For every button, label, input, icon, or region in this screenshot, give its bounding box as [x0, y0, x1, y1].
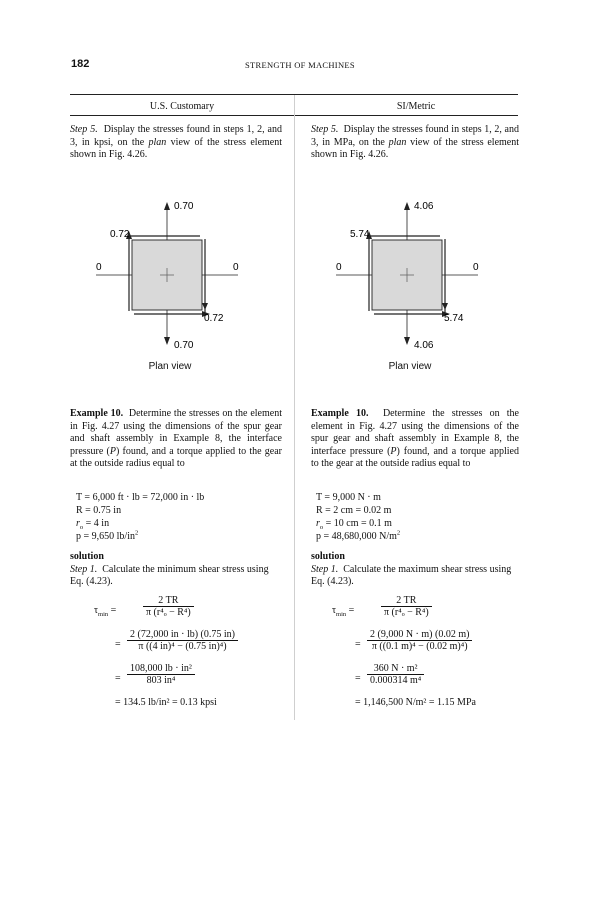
right-eq1: $\frac{2 TR}{\text{π (r⁴ₒ − R⁴)}}$: [381, 595, 432, 618]
page-number: 182: [71, 58, 90, 70]
left-figure-caption: Plan view: [148, 361, 192, 372]
right-eq3-equals: =: [355, 673, 361, 684]
step-label: Step 5.: [70, 124, 98, 135]
given-R: R = 2 cm = 0.02 m: [316, 505, 392, 516]
plan-word: plan: [388, 136, 407, 148]
column-divider: [294, 95, 295, 720]
top-arrowhead: [404, 202, 410, 210]
left-eq3: $\frac{\text{108,000 lb · in²}}{\text{803 in⁴}}$: [127, 663, 195, 686]
example-text-a: Determine the stresses on the element in Fig. 4.27 using the dimensions of the spur gear and shaft assembly in Example 8, the interface pressure (: [311, 408, 519, 457]
example-label: Example 10.: [311, 408, 369, 419]
solution-label: solution: [311, 551, 345, 562]
left-eq2-equals: =: [115, 639, 121, 650]
right-eq-tau-label: $\tau_{min}$ =: [332, 605, 355, 618]
step1-text: Calculate the maximum shear stress using Eq. (4.23).: [311, 563, 512, 588]
left-eq3-equals: =: [115, 673, 121, 684]
top-stress-label: 0.70: [174, 201, 194, 212]
given-R: R = 0.75 in: [76, 505, 122, 516]
right-step5-paragraph: [311, 124, 519, 162]
right-eq2: $\frac{2 (9,000 N \cdot m) (0.02 m)}{\text{π ((0.1 m)⁴ − (0.02 m)⁴)}}$: [367, 629, 472, 652]
right-eq4: = 1,146,500 N/m² = 1.15 MPa: [355, 697, 476, 708]
top-arrowhead: [164, 202, 170, 210]
column-heading-right: SI/Metric: [396, 101, 436, 112]
solution-label: solution: [70, 551, 104, 562]
given-T: T = 6,000 ft · lb = 72,000 in · lb: [76, 492, 205, 503]
right-eq2-equals: =: [355, 639, 361, 650]
right-stress-label: 0: [473, 262, 479, 273]
example-label: Example 10.: [70, 408, 124, 419]
step5-text-b: view of the stress element shown in Fig. 4.26.: [311, 136, 520, 161]
left-given-values: [76, 491, 204, 543]
left-example-paragraph: [70, 408, 282, 471]
left-eq2: $\frac{2 (72,000 in \cdot lb) (0.75 in)}{\text{π ((4 in)⁴ − (0.75 in)⁴)}}$: [127, 629, 238, 652]
left-stress-label: 0: [336, 262, 342, 273]
bottom-stress-label: 0.70: [174, 340, 194, 351]
given-ro: $r_o = 4$ in: [76, 518, 110, 531]
example-P: P: [109, 445, 116, 457]
step1-label: Step 1.: [70, 563, 98, 575]
shear-arrowhead-r: [442, 303, 448, 310]
right-figure-caption: Plan view: [388, 361, 432, 372]
upper-left-shear-label: 5.74: [350, 229, 370, 240]
running-title: STRENGTH OF MACHINES: [245, 60, 355, 70]
plan-word: plan: [148, 136, 167, 148]
step5-text-b: view of the stress element shown in Fig. 4.26.: [70, 136, 283, 161]
lower-right-shear-label: 5.74: [444, 313, 464, 324]
given-T: T = 9,000 N · m: [316, 492, 381, 503]
left-stress-label: 0: [96, 262, 102, 273]
example-text-b: ) found, and a torque applied to the gear at the outside radius equal to: [70, 445, 282, 470]
given-p: p = 48,680,000 $N/m^2$: [316, 529, 401, 542]
given-p: p = 9,650 $lb/in^2$: [76, 529, 139, 542]
right-stress-element-figure: [322, 195, 532, 375]
bottom-arrowhead: [164, 337, 170, 345]
right-given-values: [316, 491, 400, 543]
upper-left-shear-label: 0.72: [110, 229, 130, 240]
step5-text-a: Display the stresses found in steps 1, 2, and 3, in kpsi, on the: [70, 124, 282, 148]
right-solution-block: [311, 551, 519, 589]
shear-arrowhead-r: [202, 303, 208, 310]
right-example-paragraph: [311, 408, 519, 471]
top-stress-label: 4.06: [414, 201, 434, 212]
step-label: Step 5.: [311, 124, 339, 135]
given-ro: $r_o = 10$ cm = 0.1 m: [316, 518, 392, 531]
right-eq3: $\frac{\text{360 N · m²}}{\text{0.000314 m⁴}}$: [367, 663, 424, 686]
step1-text: Calculate the minimum shear stress using Eq. (4.23).: [70, 563, 269, 588]
example-P: P: [390, 445, 397, 457]
lower-right-shear-label: 0.72: [204, 313, 224, 324]
example-text-b: ) found, and a torque applied to the gear at the outside radius equal to: [311, 445, 519, 470]
left-eq-tau-label: $\tau_{min}$ =: [94, 605, 117, 618]
bottom-arrowhead: [404, 337, 410, 345]
left-eq1: $\frac{2 TR}{\text{π (r⁴ₒ − R⁴)}}$: [143, 595, 194, 618]
example-text-a: Determine the stresses on the element in Fig. 4.27 using the dimensions of the spur gear and shaft assembly in Example 8, the interface pressure (: [70, 408, 282, 457]
right-stress-label: 0: [233, 262, 239, 273]
left-eq4: = 134.5 lb/in² = 0.13 kpsi: [115, 697, 217, 708]
bottom-stress-label: 4.06: [414, 340, 434, 351]
column-heading-left: U.S. Customary: [149, 101, 215, 112]
left-step5-paragraph: [70, 124, 282, 162]
step5-text-a: Display the stresses found in steps 1, 2, and 3, in MPa, on the: [311, 124, 519, 148]
step1-label: Step 1.: [311, 563, 339, 575]
left-solution-block: [70, 551, 282, 589]
left-stress-element-figure: [82, 195, 292, 375]
